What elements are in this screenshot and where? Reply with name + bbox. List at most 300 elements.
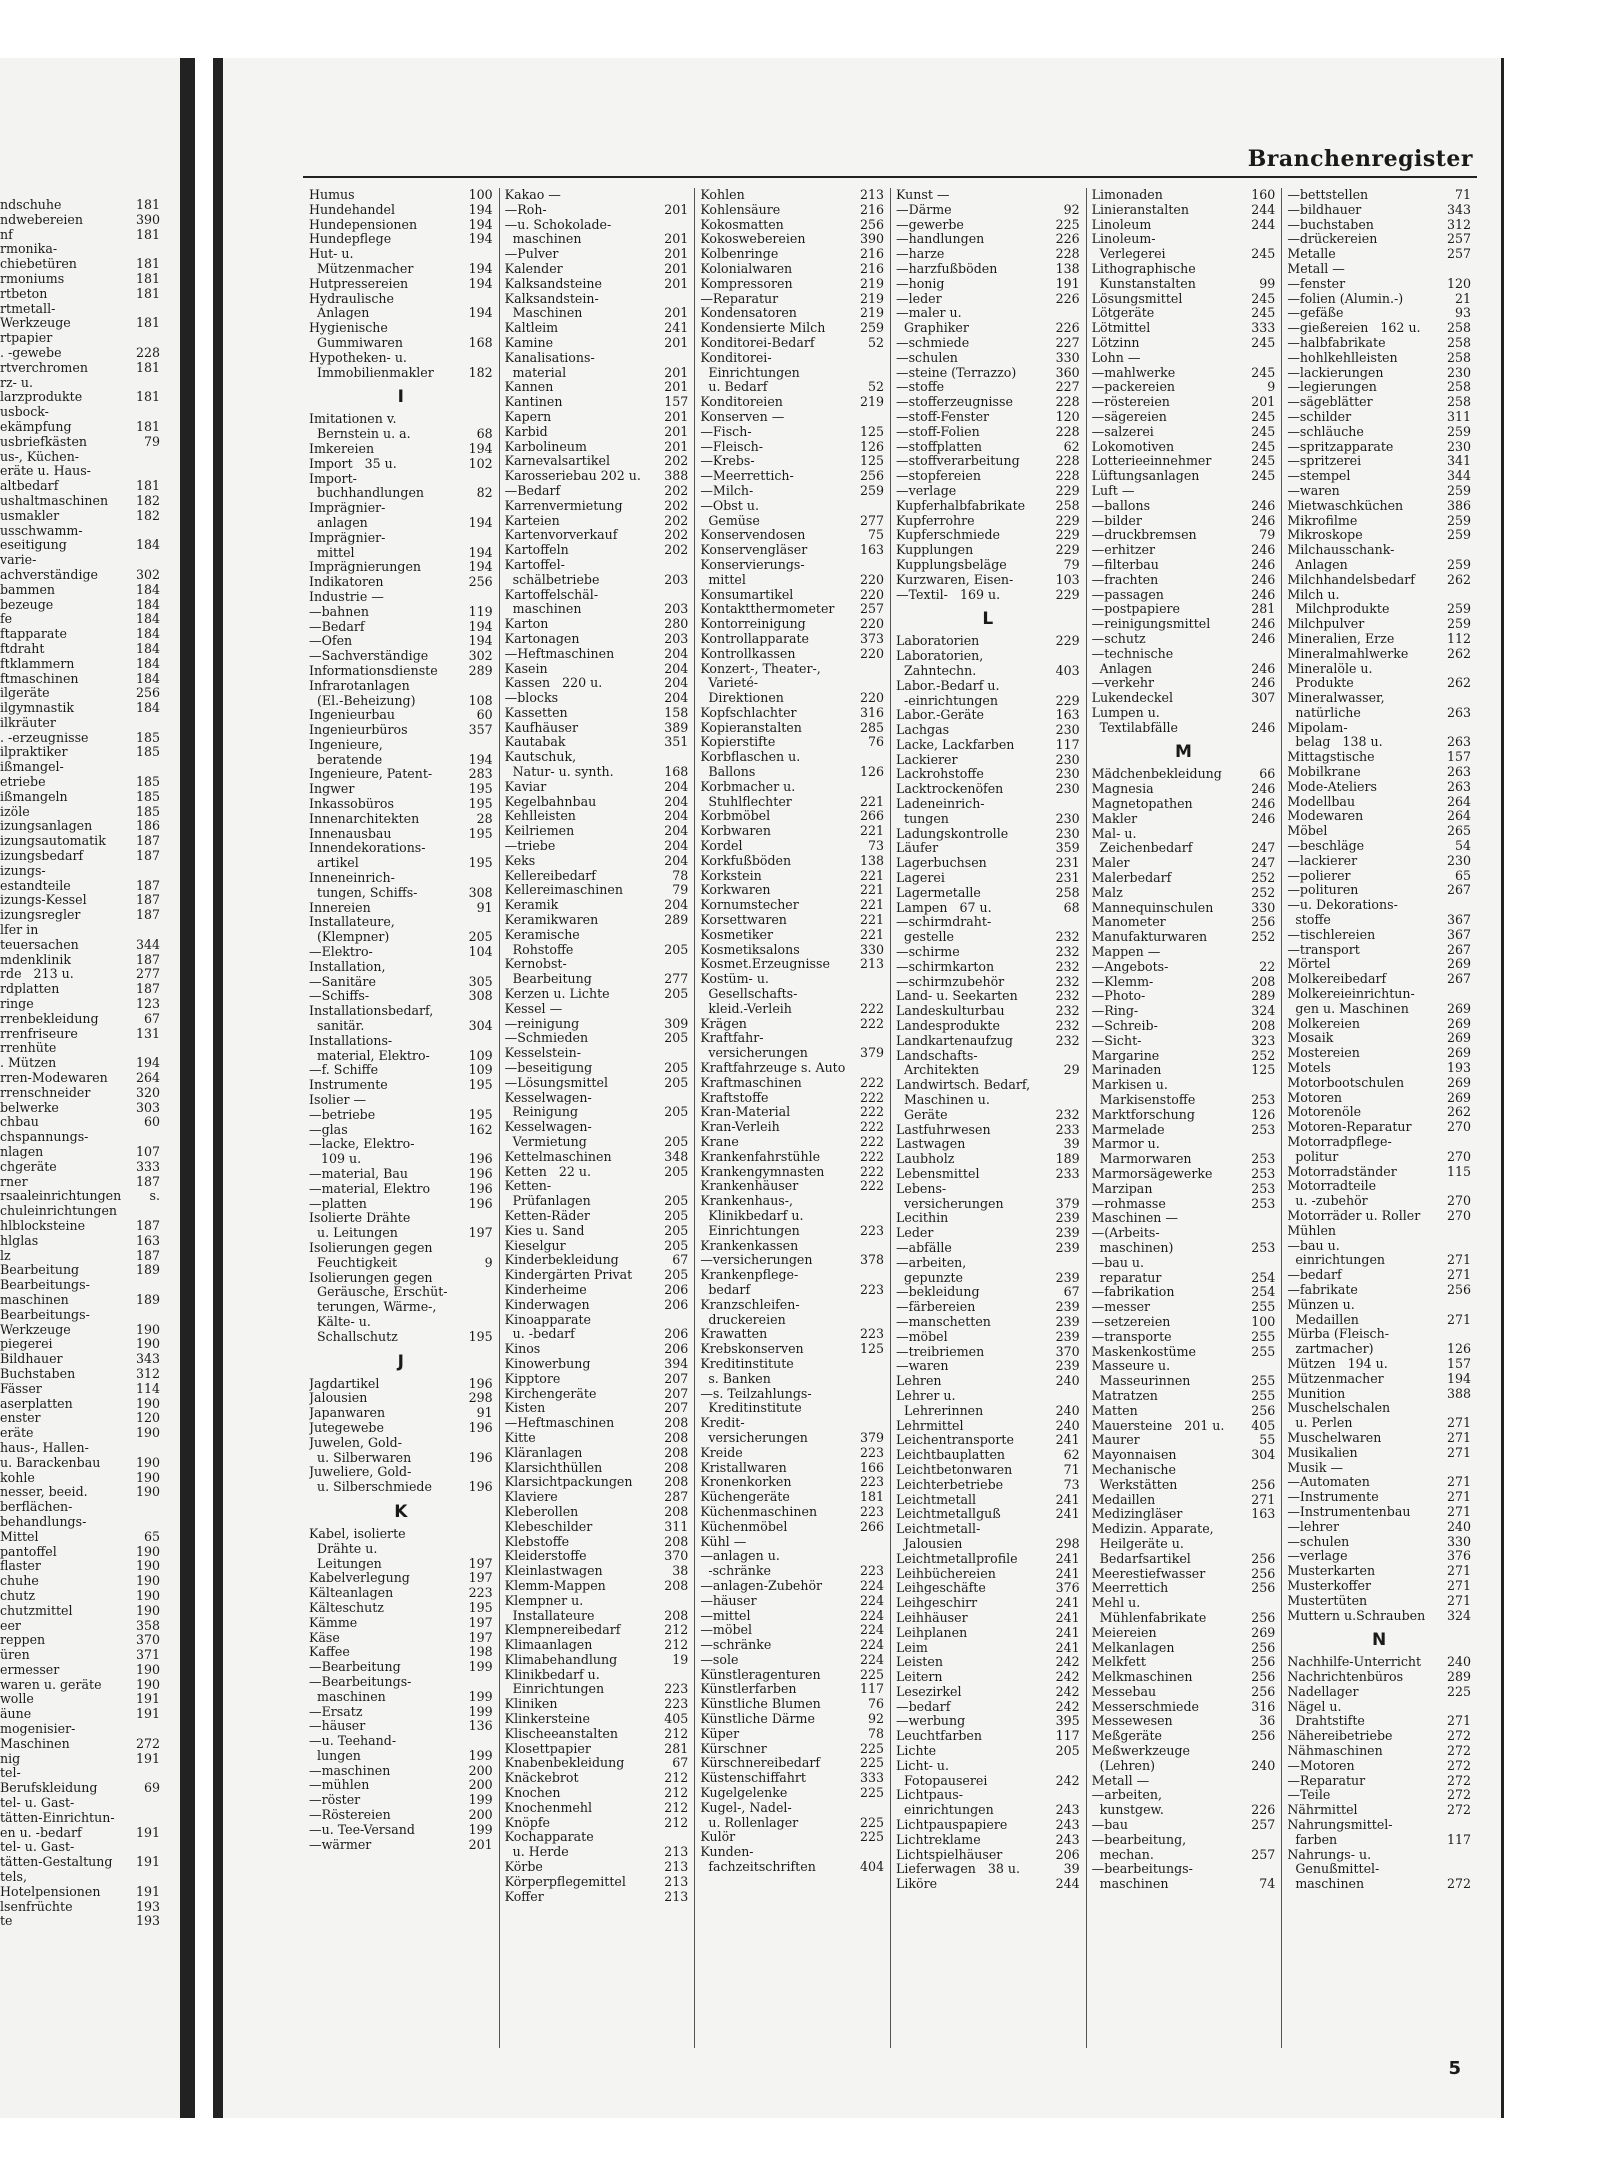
entry-page-ref: 195 <box>468 796 493 812</box>
entry-term: —Lösungsmittel <box>504 1075 608 1090</box>
entry-page-ref <box>463 1137 493 1152</box>
entry-term: Japanwaren <box>309 1406 386 1421</box>
entry-page-ref <box>463 871 493 886</box>
entry-term: Lagerbuchsen <box>896 856 987 871</box>
register-entry <box>700 336 884 351</box>
prev-page-entry-page: 184 <box>135 670 160 686</box>
prev-page-entry-term: chutzmittel <box>0 1603 73 1618</box>
prev-page-entry-page: 187 <box>135 981 160 997</box>
register-entry <box>1092 782 1276 797</box>
register-entry <box>1287 928 1471 943</box>
register-entry <box>505 1535 689 1550</box>
prev-page-entry <box>0 938 160 953</box>
prev-page-entry <box>0 923 160 938</box>
register-entry <box>1287 1670 1471 1685</box>
register-entry <box>896 1389 1080 1404</box>
prev-page-entry-page: 190 <box>135 1336 160 1352</box>
page-number: 5 <box>1448 2058 1461 2079</box>
prev-page-entry-term: ilpraktiker <box>0 745 68 760</box>
register-entry <box>700 898 884 913</box>
register-entry <box>309 412 493 427</box>
entry-term: kleid.-Verleih <box>700 1001 792 1016</box>
register-entry <box>309 753 493 768</box>
entry-term: anlagen <box>309 515 368 530</box>
entry-term: —frachten <box>1091 572 1159 587</box>
register-entry <box>309 427 493 442</box>
entry-term: —Därme <box>896 202 952 217</box>
register-entry <box>896 1848 1080 1863</box>
entry-page-ref: 205 <box>664 1134 689 1149</box>
entry-term: —technische <box>1091 646 1174 661</box>
entry-page-ref: 212 <box>664 1814 689 1830</box>
entry-page-ref: 269 <box>1446 1089 1471 1105</box>
entry-page-ref: 256 <box>1251 1683 1276 1699</box>
entry-page-ref <box>658 1179 688 1194</box>
prev-page-entry-page: 344 <box>135 936 160 952</box>
register-entry <box>1287 558 1471 573</box>
entry-page-ref: 227 <box>1055 379 1080 395</box>
entry-term: —arbeiten, <box>896 1255 967 1270</box>
register-entry <box>1092 841 1276 856</box>
register-entry <box>896 425 1080 440</box>
register-entry <box>505 928 689 943</box>
prev-page-entry <box>0 198 160 213</box>
prev-page-entry-page: 181 <box>135 418 160 434</box>
prev-page-entry-page: 181 <box>135 478 160 494</box>
prev-page-entry-page: 371 <box>135 1647 160 1663</box>
entry-term: —u. Teehand- <box>309 1734 397 1749</box>
register-entry <box>700 1091 884 1106</box>
entry-page-ref: 330 <box>859 941 884 957</box>
entry-term: Kraftstoffe <box>700 1090 769 1105</box>
entry-page-ref <box>1050 1759 1080 1774</box>
entry-term: —f. Schiffe <box>309 1063 379 1078</box>
register-entry <box>309 203 493 218</box>
register-entry <box>1287 1862 1471 1877</box>
entry-term: Lampen 67 u. <box>896 900 992 915</box>
entry-term: —Heftmaschinen <box>504 1416 615 1431</box>
prev-page-entry <box>0 1219 160 1234</box>
entry-term: Kartenvorverkauf <box>504 528 618 543</box>
entry-page-ref: 102 <box>468 455 493 471</box>
entry-term: Korsettwaren <box>700 913 787 928</box>
entry-page-ref <box>1245 1788 1275 1803</box>
register-entry <box>896 1744 1080 1759</box>
prev-page-entry-term: üren <box>0 1648 30 1663</box>
register-entry <box>700 351 884 366</box>
prev-page-entry-term: larzprodukte <box>0 390 83 405</box>
register-entry <box>309 1734 493 1749</box>
entry-page-ref: 262 <box>1446 1104 1471 1120</box>
prev-page-entry-term: ftklammern <box>0 656 75 671</box>
register-entry <box>1092 588 1276 603</box>
entry-term: —werbung <box>896 1714 966 1729</box>
prev-page-entry-page <box>136 1204 160 1219</box>
register-entry <box>1092 1877 1276 1892</box>
prev-page-entry-term: Werkzeuge <box>0 316 71 331</box>
entry-term: Meßwerkzeuge <box>1091 1744 1191 1759</box>
entry-term: Kesselstein- <box>504 1046 581 1061</box>
register-entry <box>505 410 689 425</box>
entry-page-ref: 205 <box>664 1163 689 1179</box>
entry-page-ref: 230 <box>1055 810 1080 826</box>
entry-term: Musterkoffer <box>1287 1578 1371 1593</box>
entry-term: Imprägnier- <box>309 530 386 545</box>
prev-page-entry-page <box>136 1278 160 1293</box>
entry-page-ref: 311 <box>664 1518 689 1534</box>
prev-page-entry <box>0 1308 160 1323</box>
entry-page-ref: 201 <box>1251 394 1276 410</box>
register-entry <box>505 795 689 810</box>
entry-term: Installations- <box>309 1033 393 1048</box>
entry-term: Heilgeräte u. <box>1091 1536 1184 1551</box>
entry-page-ref <box>854 780 884 795</box>
entry-page-ref: 203 <box>664 571 689 587</box>
entry-page-ref: 219 <box>859 290 884 306</box>
entry-page-ref <box>463 412 493 427</box>
register-page <box>223 58 1504 2118</box>
prev-page-entry-term: . Mützen <box>0 1056 57 1071</box>
register-entry <box>700 765 884 780</box>
register-entry <box>309 1406 493 1421</box>
prev-page-entry-term: rner <box>0 1174 28 1189</box>
entry-page-ref: 126 <box>1446 1341 1471 1357</box>
entry-page-ref: 289 <box>664 912 689 928</box>
register-entry <box>896 558 1080 573</box>
register-entry <box>1287 1165 1471 1180</box>
entry-page-ref <box>854 1845 884 1860</box>
entry-page-ref <box>658 188 688 203</box>
prev-page-entry <box>0 1086 160 1101</box>
prev-page-entry <box>0 1441 160 1456</box>
entry-page-ref: 388 <box>664 468 689 484</box>
register-entry <box>505 1697 689 1712</box>
register-entry <box>309 1049 493 1064</box>
entry-term: Lecithin <box>896 1211 949 1226</box>
register-entry <box>896 1581 1080 1596</box>
prev-page-entry-term: Werkzeuge <box>0 1322 71 1337</box>
entry-page-ref: 195 <box>468 1599 493 1615</box>
entry-page-ref: 222 <box>859 1089 884 1105</box>
entry-term: Manometer <box>1091 915 1166 930</box>
entry-term: reparatur <box>1091 1270 1162 1285</box>
register-entry <box>1287 1564 1471 1579</box>
register-entry <box>1287 484 1471 499</box>
register-entry <box>896 1063 1080 1078</box>
entry-term: Karteien <box>504 513 560 528</box>
register-entry <box>700 1372 884 1387</box>
register-entry <box>1092 1848 1276 1863</box>
entry-term: —färbereien <box>896 1300 976 1315</box>
register-entry <box>896 1004 1080 1019</box>
entry-page-ref: 239 <box>1055 1239 1080 1255</box>
prev-page-entry-page: 185 <box>135 744 160 760</box>
entry-page-ref <box>854 1031 884 1046</box>
entry-page-ref <box>1245 1833 1275 1848</box>
register-entry <box>309 351 493 366</box>
entry-page-ref <box>1050 1093 1080 1108</box>
register-entry <box>505 1313 689 1328</box>
entry-term: Kassen 220 u. <box>504 676 603 691</box>
prev-page-entry-page <box>136 302 160 317</box>
entry-page-ref: 119 <box>468 603 493 619</box>
entry-page-ref: 256 <box>1251 1728 1276 1744</box>
entry-term: Hypotheken- u. <box>309 350 407 365</box>
entry-term: Kronenkorken <box>700 1475 792 1490</box>
entry-page-ref: 199 <box>468 1703 493 1719</box>
entry-page-ref <box>854 1209 884 1224</box>
register-entry <box>1092 721 1276 736</box>
prev-page-entry <box>0 1130 160 1145</box>
register-entry <box>700 499 884 514</box>
register-entry <box>1287 1788 1471 1803</box>
entry-term: Mannequinschulen <box>1091 900 1214 915</box>
entry-term: —stofferzeugnisse <box>896 395 1013 410</box>
entry-term: —beschläge <box>1287 839 1365 854</box>
entry-page-ref <box>1050 1256 1080 1271</box>
entry-page-ref: 231 <box>1055 870 1080 886</box>
register-entry <box>1092 1463 1276 1478</box>
register-entry <box>505 469 689 484</box>
entry-page-ref: 203 <box>664 601 689 617</box>
register-entry <box>896 1626 1080 1641</box>
entry-page-ref: 194 <box>468 275 493 291</box>
entry-term: Kleiderstoffe <box>504 1549 587 1564</box>
register-entry <box>700 218 884 233</box>
entry-page-ref: 194 <box>468 260 493 276</box>
entry-term: Körbe <box>504 1860 543 1875</box>
register-entry <box>309 531 493 546</box>
register-entry <box>896 1271 1080 1286</box>
entry-term: farben <box>1287 1832 1338 1847</box>
entry-page-ref <box>463 841 493 856</box>
entry-term: Milchpulver <box>1287 617 1365 632</box>
register-entry <box>1092 1211 1276 1226</box>
entry-term: Magnesia <box>1091 782 1154 797</box>
prev-page-entry-page: 187 <box>135 951 160 967</box>
register-entry <box>505 1668 689 1683</box>
entry-page-ref: 194 <box>468 618 493 634</box>
entry-page-ref: 403 <box>1055 662 1080 678</box>
entry-page-ref: 244 <box>1251 201 1276 217</box>
entry-term: Zahntechn. <box>896 663 977 678</box>
register-entry <box>896 841 1080 856</box>
prev-page-entry <box>0 1471 160 1486</box>
entry-term: Leichtbetonwaren <box>896 1462 1013 1477</box>
register-entry <box>1092 1137 1276 1152</box>
entry-page-ref: 78 <box>672 867 689 883</box>
entry-term: Juweliere, Gold- <box>309 1465 412 1480</box>
register-entry <box>1092 1700 1276 1715</box>
entry-term: Kautabak <box>504 735 566 750</box>
entry-term: —Bearbeitungs- <box>309 1674 412 1689</box>
entry-term: Maurer <box>1091 1433 1140 1448</box>
entry-term: Nägel u. <box>1287 1699 1342 1714</box>
entry-term: Einrichtungen <box>700 365 800 380</box>
prev-page-entry <box>0 1397 160 1412</box>
register-entry <box>1287 1431 1471 1446</box>
entry-page-ref: 228 <box>1055 423 1080 439</box>
prev-page-entry-term: chuhe <box>0 1574 39 1589</box>
entry-term: —verlage <box>896 483 957 498</box>
prev-page-entry <box>0 1500 160 1515</box>
entry-page-ref: 256 <box>1446 1281 1471 1297</box>
register-entry <box>505 351 689 366</box>
register-entry <box>309 960 493 975</box>
register-entry <box>1092 1803 1276 1818</box>
prev-page-entry <box>0 1604 160 1619</box>
prev-page-entry-term: rrenhüte <box>0 1041 57 1056</box>
entry-page-ref: 226 <box>1055 231 1080 247</box>
entry-page-ref: 199 <box>468 1792 493 1808</box>
prev-page-entry-term: Berufskleidung <box>0 1781 98 1796</box>
entry-term: Hut- u. <box>309 247 354 262</box>
register-entry <box>505 499 689 514</box>
entry-term: —Roh- <box>504 202 547 217</box>
register-entry <box>700 247 884 262</box>
entry-term: Küchenmaschinen <box>700 1504 818 1519</box>
entry-term: mittel <box>700 572 746 587</box>
entry-page-ref: 258 <box>1446 379 1471 395</box>
entry-term: Marmorwaren <box>1091 1152 1192 1167</box>
register-entry <box>700 395 884 410</box>
register-entry <box>896 649 1080 664</box>
entry-page-ref: 197 <box>468 1555 493 1571</box>
entry-page-ref: 91 <box>476 1405 493 1421</box>
register-entry <box>896 1285 1080 1300</box>
prev-page-entry-page: 370 <box>135 1632 160 1648</box>
entry-page-ref <box>1050 188 1080 203</box>
prev-page-entry-term: Hotelpensionen <box>0 1884 101 1899</box>
prev-page-entry-term: haus-, Hallen- <box>0 1440 89 1455</box>
entry-term: Kisten <box>504 1401 546 1416</box>
prev-page-entry-term: chiebetüren <box>0 257 77 272</box>
entry-page-ref <box>1245 232 1275 247</box>
entry-term: Kontaktthermometer <box>700 602 835 617</box>
register-entry <box>1287 469 1471 484</box>
register-entry <box>505 1268 689 1283</box>
register-entry <box>700 1609 884 1624</box>
register-entry <box>309 546 493 561</box>
register-entry <box>1287 1729 1471 1744</box>
entry-term: Konservengläser <box>700 543 808 558</box>
register-entry <box>1287 1283 1471 1298</box>
register-entry <box>1092 1404 1276 1419</box>
register-entry <box>700 1446 884 1461</box>
entry-term: Münzen u. <box>1287 1297 1355 1312</box>
entry-page-ref: 246 <box>1251 586 1276 602</box>
register-entry <box>1092 1478 1276 1493</box>
entry-page-ref: 109 <box>468 1062 493 1078</box>
prev-page-entry-page <box>136 760 160 775</box>
register-entry <box>896 915 1080 930</box>
register-entry <box>505 1031 689 1046</box>
prev-page-entry-page <box>136 1515 160 1530</box>
entry-page-ref <box>463 1285 493 1300</box>
register-entry <box>700 1268 884 1283</box>
entry-term: einrichtungen <box>896 1803 994 1818</box>
register-entry <box>505 1549 689 1564</box>
entry-term: —Bearbeitung <box>309 1660 401 1675</box>
prev-page-entry <box>0 1160 160 1175</box>
entry-page-ref: 272 <box>1446 1787 1471 1803</box>
prev-page-entry-page: 272 <box>135 1735 160 1751</box>
entry-term: Ketten 22 u. <box>504 1164 592 1179</box>
register-entry <box>1092 558 1276 573</box>
register-entry <box>1287 1549 1471 1564</box>
entry-term: Varieté- <box>700 676 759 691</box>
entry-page-ref: 245 <box>1251 334 1276 350</box>
entry-term: —(Arbeits- <box>1091 1226 1160 1241</box>
entry-page-ref: 298 <box>468 1390 493 1406</box>
entry-term: Kalender <box>504 261 563 276</box>
entry-term: Maschinen — <box>1091 1211 1178 1226</box>
entry-page-ref <box>854 1357 884 1372</box>
entry-page-ref: 222 <box>859 1134 884 1149</box>
register-entry <box>1092 1626 1276 1641</box>
prev-page-entry <box>0 1027 160 1042</box>
register-entry <box>505 1401 689 1416</box>
entry-term: Lastwagen <box>896 1137 966 1152</box>
entry-page-ref: 71 <box>1063 1461 1080 1477</box>
register-entry <box>1287 913 1471 928</box>
entry-term: Motorradständer <box>1287 1164 1397 1179</box>
register-entry <box>1287 588 1471 603</box>
prev-page-entry-page: 191 <box>135 1706 160 1722</box>
register-entry <box>505 1327 689 1342</box>
prev-page-entry-page: 181 <box>135 270 160 286</box>
entry-term: Modellbau <box>1287 794 1356 809</box>
entry-page-ref: 213 <box>664 1844 689 1860</box>
prev-page-entry-term: ißmangeln <box>0 789 68 804</box>
entry-term: —u. Schokolade- <box>504 217 612 232</box>
entry-term: Ingenieure, Patent- <box>309 767 433 782</box>
entry-term: —Schreib- <box>1091 1019 1158 1034</box>
prev-page-entry <box>0 598 160 613</box>
register-entry <box>1287 1685 1471 1700</box>
prev-page-entry <box>0 1840 160 1855</box>
register-entry <box>1092 188 1276 203</box>
entry-page-ref <box>1441 1461 1471 1476</box>
register-entry <box>896 1182 1080 1197</box>
register-entry <box>896 901 1080 916</box>
entry-term: Laubholz <box>896 1152 955 1167</box>
register-entry <box>1092 1093 1276 1108</box>
register-entry <box>700 1342 884 1357</box>
prev-page-entry-term: ushaltmaschinen <box>0 493 109 508</box>
register-entry <box>1287 1091 1471 1106</box>
register-entry <box>700 1490 884 1505</box>
register-entry <box>309 1616 493 1631</box>
register-entry <box>505 898 689 913</box>
prev-page-entry-page <box>136 1500 160 1515</box>
register-entry <box>1092 1078 1276 1093</box>
entry-term: —fenster <box>1287 276 1346 291</box>
prev-page-entry-page: 187 <box>135 907 160 923</box>
entry-term: Molkereibedarf <box>1287 972 1387 987</box>
entry-term: Land- u. Seekarten <box>896 989 1018 1004</box>
register-entry <box>505 647 689 662</box>
entry-page-ref: 245 <box>1251 364 1276 380</box>
entry-page-ref <box>1245 1862 1275 1877</box>
register-entry <box>505 1564 689 1579</box>
entry-page-ref: 194 <box>468 559 493 575</box>
entry-term: Mehl u. <box>1091 1596 1141 1611</box>
register-entry <box>896 232 1080 247</box>
prev-page-entry-term: tätten-Gestaltung <box>0 1855 113 1870</box>
prev-page-entry-term: rmonika- <box>0 242 58 257</box>
prev-page-entry-term: eräte <box>0 1426 34 1441</box>
